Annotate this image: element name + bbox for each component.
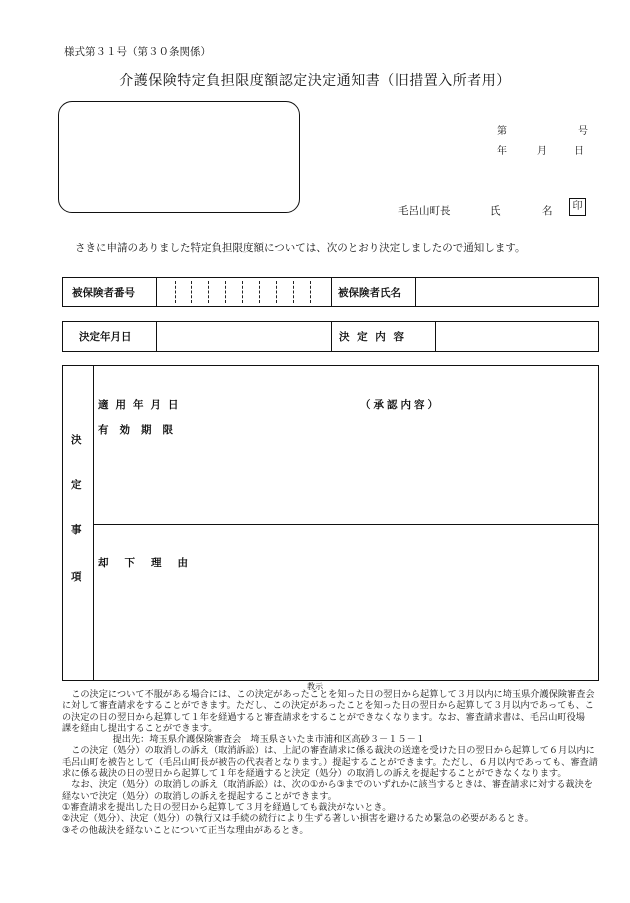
doc-number-dai: 第 [497, 126, 507, 137]
notice-item: ②決定（処分）、決定（処分）の執行又は手続の続行により生ずる著しい損害を避けるため緊急の必要があるとき。 [62, 813, 534, 825]
date-month: 月 [537, 146, 547, 157]
notice-paragraph: なお、決定（処分）の取消しの訴え（取消訴訟）は、次の①から③までのいずれかに該当するときは、審査請求に対する裁決を経ないで決定（処分）の取消しの訴えを提起することができます。 [62, 779, 593, 802]
vertical-label-char: 事 [71, 524, 82, 536]
submission-destination: 提出先：埼玉県介護保険審査会 埼玉県さいたま市浦和区高砂３－１５－１ [112, 734, 425, 746]
insured-number-label: 被保険者番号 [72, 286, 135, 299]
vertical-label-char: 項 [71, 571, 82, 583]
notice-paragraph: この決定について不服がある場合には、この決定があったことを知った日の翌日から起算して３月以内に埼玉県介護保険審査会に対して審査請求をすることができます。ただし、この決定があったことを知った日の翌日から起算して３月以内であっても、この決定の日の翌日から起算して１年を経過すると審査請求をすることができなくなります。なお、審査請求書は、毛呂山町役場 課を経由し提出することができます。 [62, 689, 622, 734]
notice-paragraph: この決定（処分）の取消しの訴え（取消訴訟）は、上記の審査請求に係る裁決の送達を受けた日の翌日から起算して６月以内に毛呂山町を被告として（毛呂山町長が被告の代表者となります。）提起することができます。ただし、６月以内であっても、審査請求に係る裁決の日の翌日から起算して１年を経過すると決定（処分）の取消しの訴えを提起することができなくなります。 [62, 745, 598, 780]
date-day: 日 [574, 146, 584, 157]
notice-text [62, 689, 622, 836]
issuer-title: 毛呂山町長 [398, 205, 451, 217]
vertical-label-char: 定 [71, 479, 82, 491]
notice-title: 教示 [307, 682, 323, 691]
date-year: 年 [497, 146, 507, 157]
insured-info-row [62, 277, 599, 307]
decision-info-row [62, 321, 599, 352]
insured-name-label: 被保険者氏名 [338, 286, 401, 299]
notice-item: ③その他裁決を経ないことについて正当な理由があるとき。 [62, 824, 309, 836]
decision-content-label: 決 定 内 容 [339, 331, 406, 343]
decision-date-label: 決定年月日 [79, 331, 132, 343]
vertical-label-char: 決 [71, 434, 82, 446]
form-number: 様式第３１号（第３０条関係） [64, 46, 211, 58]
notice-item: ①審査請求を提出した日の翌日から起算して３月を経過しても裁決がないとき。 [62, 801, 392, 813]
document-title: 介護保険特定負担限度額認定決定通知書（旧措置入所者用） [119, 73, 511, 89]
validity-label: 有効期限 [98, 424, 184, 436]
seal-mark: 印 [569, 198, 586, 216]
issuer-shi: 氏 [490, 205, 501, 217]
approval-content-label: （承認内容） [360, 399, 441, 411]
applicable-date-label: 適用年月日 [98, 399, 186, 411]
issuer-mei: 名 [542, 205, 553, 217]
intro-text: さきに申請のありました特定負担限度額については、次のとおり決定しましたので通知します。 [75, 242, 526, 254]
doc-number-go: 号 [578, 126, 588, 137]
rejection-reason-label: 却下理由 [98, 557, 204, 569]
address-box [58, 101, 300, 213]
decision-items-box [62, 365, 599, 681]
